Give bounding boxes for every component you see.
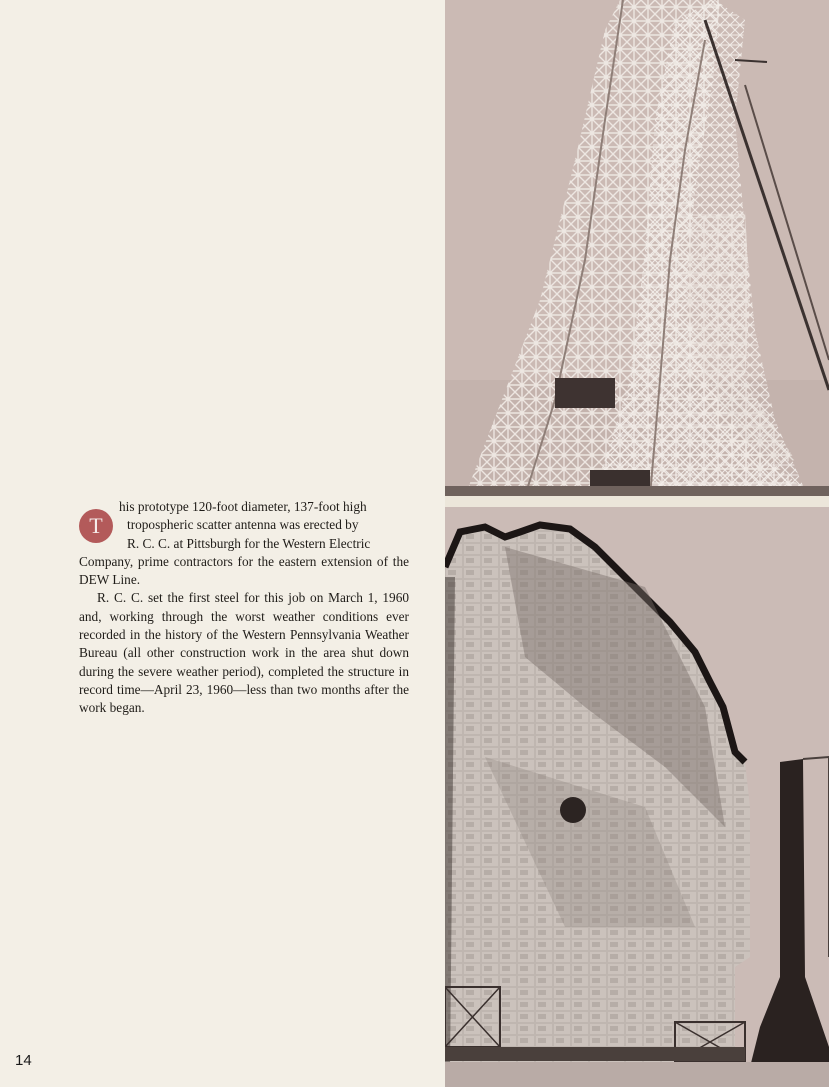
paragraph-1-line-1: his prototype 120-foot diameter, 137-foot high <box>119 499 367 514</box>
paragraph-1-line-2: tropospheric scatter antenna was erected by <box>127 517 359 533</box>
page-number: 14 <box>15 1052 32 1069</box>
dropcap-letter: T <box>79 509 113 543</box>
antenna-framework-photo <box>445 0 829 496</box>
paragraph-2: R. C. C. set the first steel for this job on March 1, 1960 and, working through the worst weather conditions ever recorded in the history of the Western Pennsylvania Weather Bureau (all other construction work in the area shut down during the severe weather period), completed the structure in record time—April 23, 1960—less than two months after the work began. <box>79 590 409 716</box>
paragraph-1-line-4: Company, prime contractors for the eastern extension of the DEW Line. <box>79 553 409 588</box>
antenna-reflector-image <box>445 507 829 1087</box>
photo-column <box>445 0 829 1087</box>
article-body <box>79 498 409 718</box>
paragraph-1 <box>79 498 409 589</box>
paragraph-1-line-3: R. C. C. at Pittsburgh for the Western Electric <box>127 535 371 551</box>
antenna-reflector-photo <box>445 507 829 1087</box>
antenna-framework-image <box>445 0 829 496</box>
